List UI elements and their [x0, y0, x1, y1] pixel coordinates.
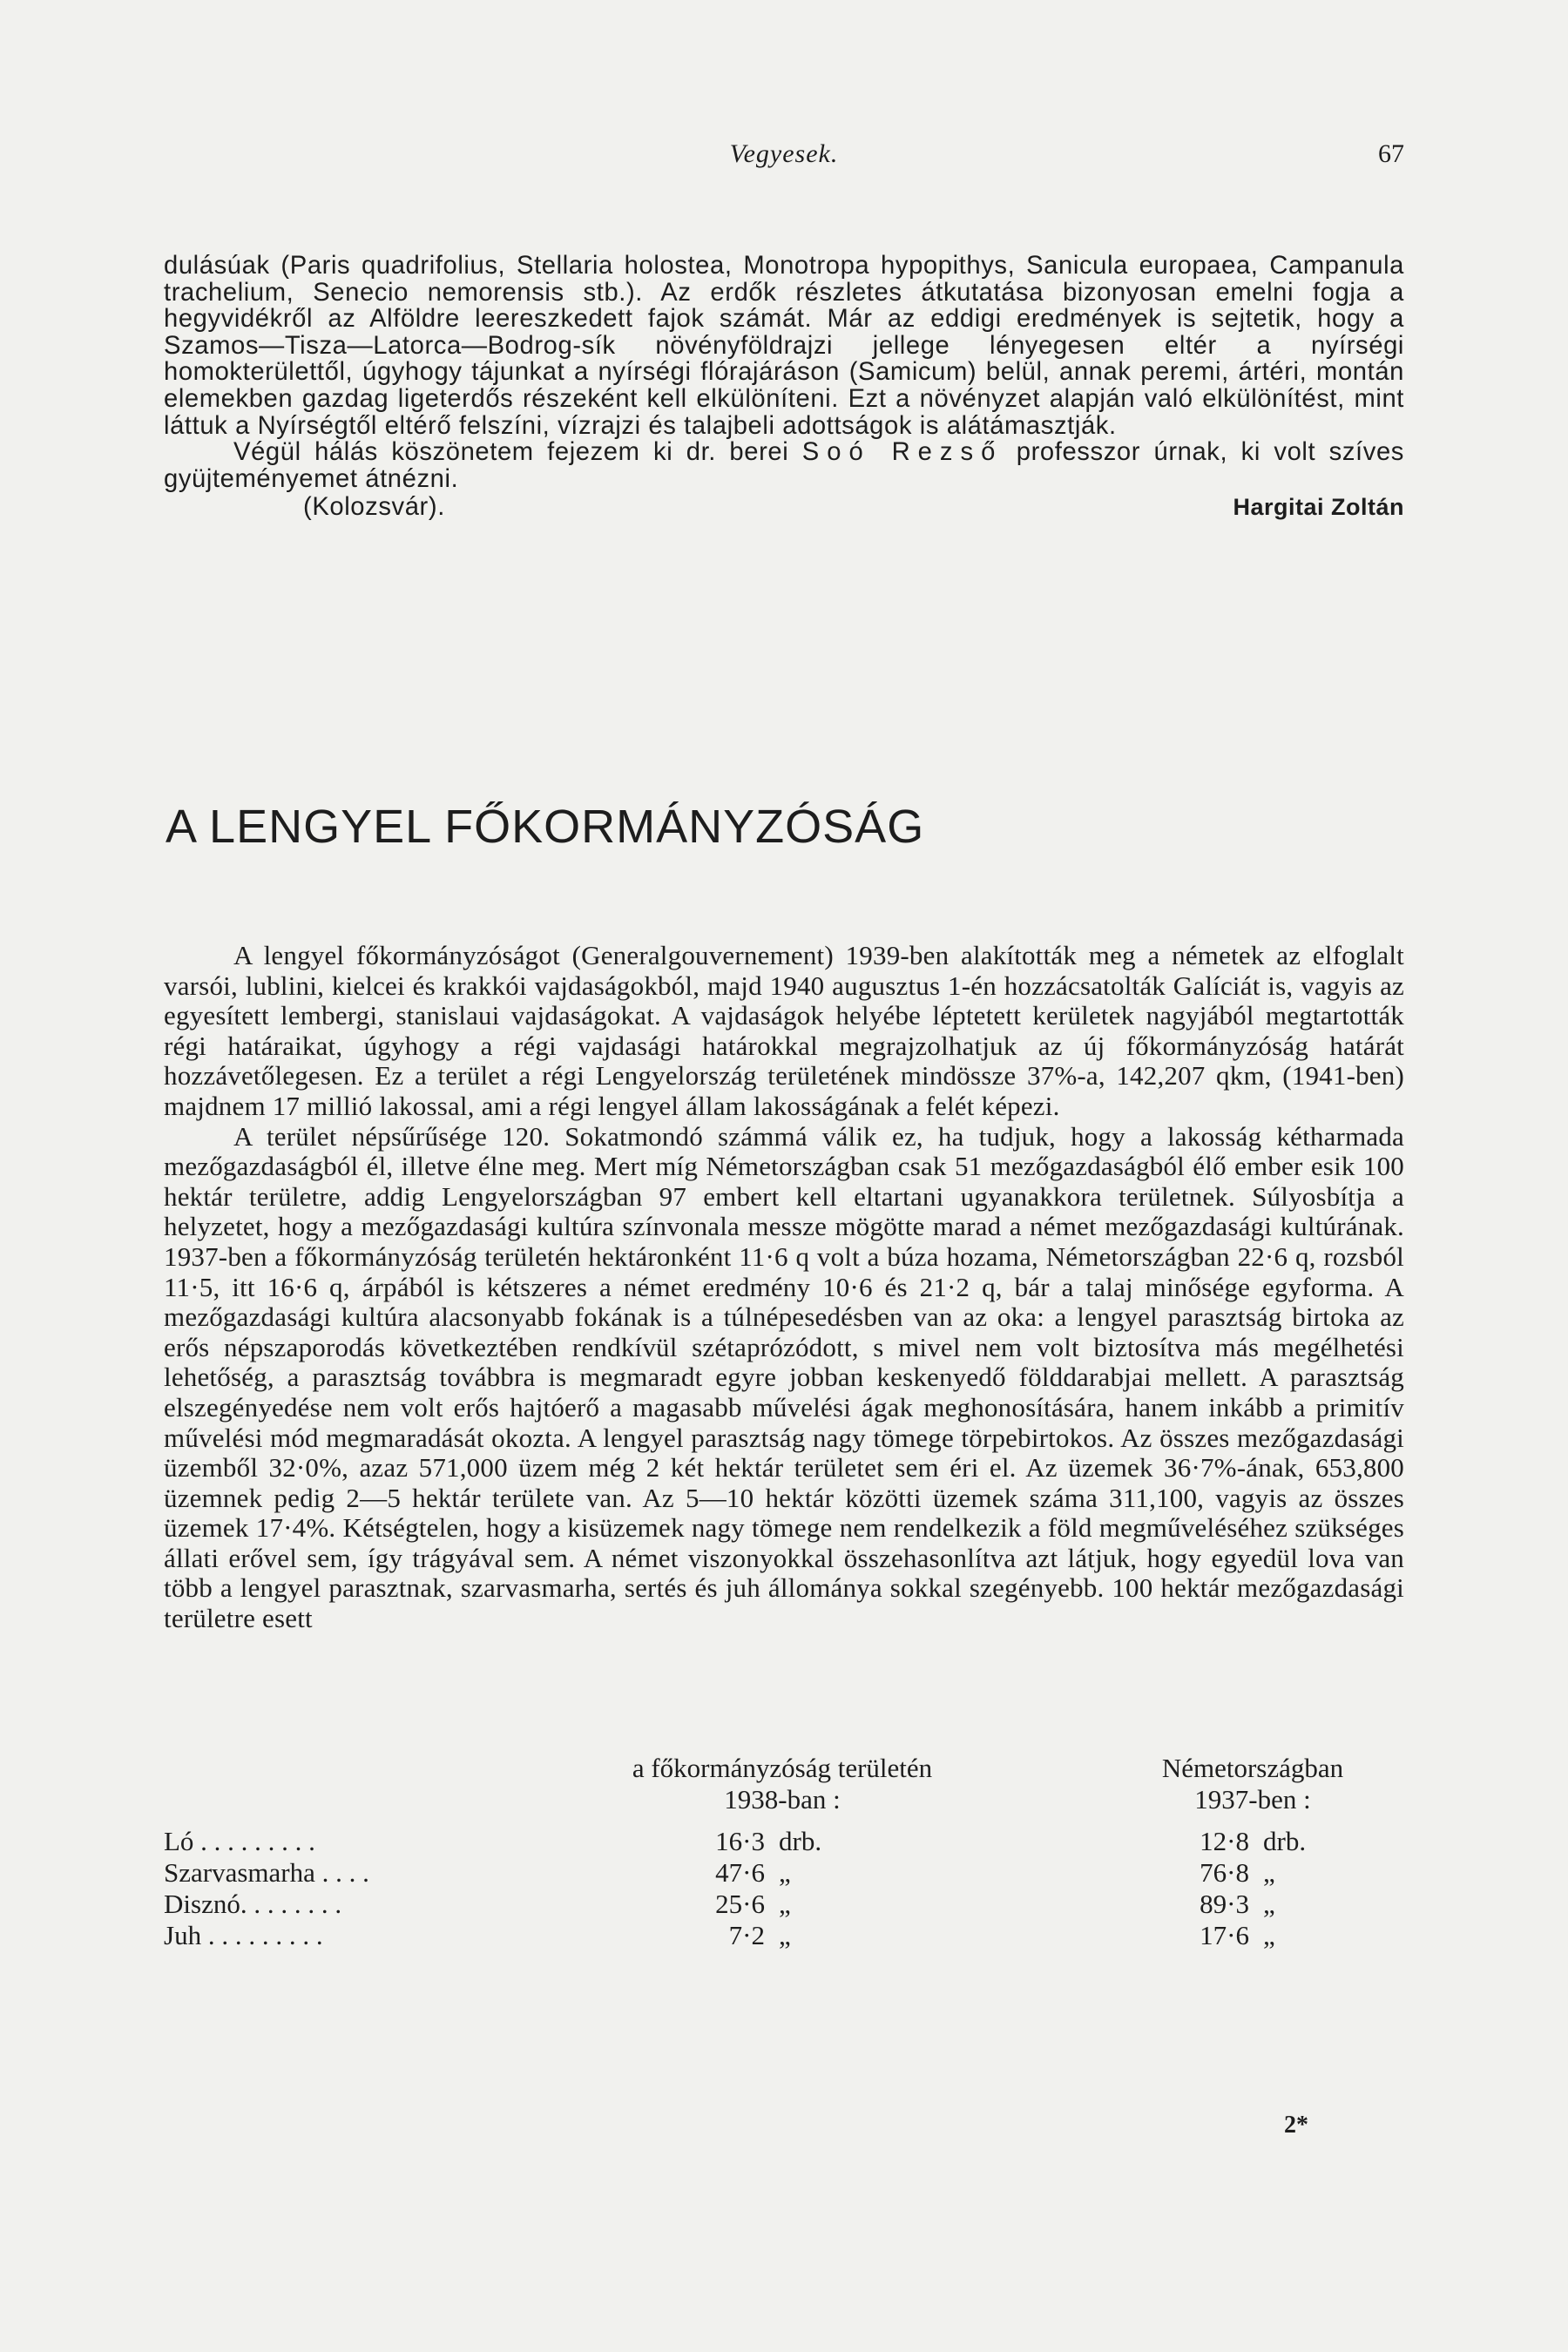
header-line: a főkormányzóság területén: [632, 1753, 933, 1783]
table-row: [164, 1857, 1404, 1889]
table-header-generalgouvernement: [556, 1753, 1009, 1815]
article-paragraph: A lengyel főkormányzóságot (Generalgouvernement) 1939-ben alakították meg a németek az elfoglalt varsói, lublini, kielcei és krakkói vajdaságokból, majd 1940 augusztus 1-én hozzácsatolták Galíciát is, vagyis az egyesített lembergi, stanislaui vajdaságokat. A vajdaságok helyébe léptetett kerületek nagyjából megtartották régi határaikat, úgyhogy a régi vajdasági határokkal megrajzolhatjuk az új főkormányzóság határát hozzávetőlegesen. Ez a terület a régi Lengyelország területének mindössze 37%-a, 142,207 qkm, (1941-ben) majdnem 17 millió lakossal, ami a régi lengyel állam lakosságának a felét képezi.: [164, 940, 1404, 1121]
unit-de: drb.: [1263, 1826, 1307, 1856]
page-number: 67: [1378, 139, 1404, 168]
article-paragraph: A terület népsűrűsége 120. Sokatmondó számmá válik ez, ha tudjuk, hogy a lakosság kétharmada mezőgazdaságból él, illetve élne meg. Mert míg Németországban csak 51 mezőgazdaságból élő ember esik 100 hektár területre, addig Lengyelországban 97 embert kell eltartani ugyanakkora területnek. Súlyosbítja a helyzetet, hogy a mezőgazdasági kultúra színvonala messze mögötte marad a német mezőgazdasági kultúrának. 1937-ben a főkormányzóság területén hektáronként 11·6 q volt a búza hozama, Németországban 22·6 q, rozsból 11·5, itt 16·6 q, árpából is kétszeres a német eredmény 10·6 és 21·2 q, bár a talaj minősége egyforma. A mezőgazdasági kultúra alacsonyabb fokának is a túlnépesedésben van az oka: a lengyel parasztság birtoka az erős népszaporodás következtében rendkívül szétaprózódott, s mivel nem volt biztosítva más megélhetési lehetőség, a parasztság továbbra is megmaradt egyre jobban keskenyedő földdarabjai mellett. A parasztság elszegényedése nem volt erős hajtóerő a magasabb művelési ágak meghonosítására, hanem inkább a primitív művelési mód megmaradását okozta. A lengyel parasztság nagy tömege törpebirtokos. Az összes mezőgazdasági üzemből 32·0%, azaz 571,000 üzem még 2 két hektár területet sem éri el. Az üzemek 36·7%-ának, 653,800 üzemnek pedig 2—5 hektár területe van. Az 5—10 hektár közötti üzemek száma 311,100, vagyis az összes üzemek 17·4%. Kétségtelen, hogy a kisüzemek nagy tömege nem rendelkezik a föld megműveléséhez szükséges állati erővel sem, így trágyával sem. A német viszonyokkal összehasonlítva azt látjuk, hogy egyedül lova van több a lengyel parasztnak, szarvasmarha, sertés és juh állománya sokkal szegényebb. 100 hektár mezőgazdasági területre esett: [164, 1120, 1404, 1634]
value-de: 76·8: [1200, 1857, 1249, 1888]
value-gg: 7·2: [728, 1920, 765, 1950]
value-de: 89·3: [1200, 1889, 1249, 1919]
header-line: 1937-ben :: [1194, 1784, 1311, 1815]
running-header: [164, 139, 1404, 183]
header-line: 1938-ban :: [724, 1784, 841, 1815]
row-label: Szarvasmarha . . . .: [164, 1857, 369, 1888]
unit-de: „: [1263, 1889, 1275, 1919]
livestock-table: [164, 1826, 1404, 1951]
acknowledgement-text: Végül hálás köszönetem fejezem ki dr. berei: [233, 438, 789, 467]
unit-gg: „: [779, 1920, 791, 1950]
article-body: [164, 941, 1404, 1634]
unit-gg: „: [779, 1889, 791, 1919]
value-gg: 47·6: [715, 1857, 765, 1888]
row-label: Ló . . . . . . . . .: [164, 1826, 315, 1856]
acknowledgement-text-end: professzor úrnak, ki volt szíves gyüjteményemet átnézni.: [164, 438, 1404, 493]
printer-signature-mark: 2*: [1284, 2112, 1308, 2139]
header-line: Németországban: [1161, 1753, 1344, 1783]
row-label: Juh . . . . . . . . .: [164, 1920, 323, 1950]
author-name: Hargitai Zoltán: [1233, 494, 1404, 521]
signature-line: [164, 494, 1404, 529]
table-row: [164, 1826, 1404, 1857]
previous-article-paragraph: dulásúak (Paris quadrifolius, Stellaria holostea, Monotropa hypopithys, Sanicula europaea, Campanula trachelium, Senecio nemorensis stb.). Az erdők részletes átkutatása bizonyosan emelni fogja a hegyvidékről az Alföldre leereszkedett fajok számát. Már az eddigi eredmények is sejtetik, hogy a Szamos—Tisza—Latorca—Bodrog-sík növényföldrajzi jellege lényegesen eltér a nyírségi homokterülettől, úgyhogy tájunkat a nyírségi flórajáráson (Samicum) belül, annak peremi, ártéri, montán elemekben gazdag ligeterdős részeként kell elkülöníteni. Ezt a növényzet alapján való elkülönítést, mint láttuk a Nyírségtől eltérő felszíni, vízrajzi és talajbeli adottságok is alátámasztják.: [164, 252, 1404, 440]
value-de: 17·6: [1200, 1920, 1249, 1950]
unit-de: „: [1263, 1857, 1275, 1888]
table-header-germany: [1078, 1753, 1427, 1815]
table-row: [164, 1920, 1404, 1951]
value-gg: 25·6: [715, 1889, 765, 1919]
author-place: (Kolozsvár).: [303, 493, 445, 522]
unit-gg: drb.: [779, 1826, 822, 1856]
previous-article-ending: [164, 253, 1404, 529]
table-header: [164, 1753, 1404, 1822]
unit-de: „: [1263, 1920, 1275, 1950]
row-label: Disznó. . . . . . . .: [164, 1889, 342, 1919]
table-row: [164, 1889, 1404, 1920]
value-de: 12·8: [1200, 1826, 1249, 1856]
value-gg: 16·3: [715, 1826, 765, 1856]
running-title: Vegyesek.: [729, 139, 839, 168]
acknowledgement-paragraph: [164, 439, 1404, 492]
article-title: A LENGYEL FŐKORMÁNYZÓSÁG: [166, 801, 925, 853]
unit-gg: „: [779, 1857, 791, 1888]
acknowledged-name: Soó Rezső: [801, 438, 1004, 467]
